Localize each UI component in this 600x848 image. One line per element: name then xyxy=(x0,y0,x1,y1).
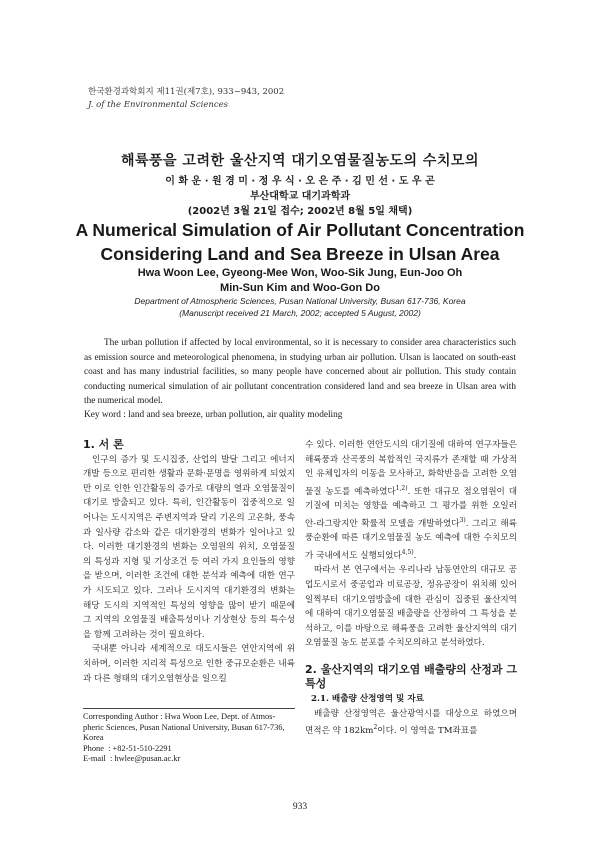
right-column xyxy=(305,438,517,739)
citation-ref: 3) xyxy=(459,516,466,524)
korean-title: 해륙풍을 고려한 울산지역 대기오염물질농도의 수치모의 xyxy=(120,153,480,169)
english-title-line1: A Numerical Simulation of Air Pollutant Concentration xyxy=(75,220,525,240)
para-text: 배출량 산정영역은 울산광역시를 대상으로 하였으며 면적은 약 182km xyxy=(305,708,517,737)
footnote-line: Corresponding Author : Hwa Woon Lee, Dept. of Atmos- xyxy=(83,712,276,721)
intro-paragraph-2: 국내뿐 아니라 세계적으로 대도시들은 연안지역에 위치하며, 이러한 지리적 특성으로 인한 중규모순환은 내륙과 다른 형태의 대기오염현상을 일으킬 xyxy=(83,644,295,684)
intro-paragraph-1: 인구의 증가 및 도시집중, 산업의 발달 그리고 에너지개발 등으로 편리한 생활과 문화·문명을 영위하게 되었지만 이로 인한 인간활동의 증가로 대량의 열과 오염물질이 대기로 방출되고 있다. 특히, 인간활동이 집중적으로 일어나는 도시지역은 주변지역과 달리 기온의 고온화, 풍속과 일사량 감소와 같은 대기환경의 변화가 일어나고 있다. 이러한 대기환경의 변화는 오염원의 위치, 오염물질의 특성과 지형 및 기상조건 등 여러 가지 요인들의 영향을 받으며, 이러한 조건에 대한 분석과 예측에 대한 연구가 시도되고 있다. 그러나 도시지역 대기환경의 변화는 해당 도시의 지역적인 특성의 영향을 많이 받기 때문에 그 지역의 오염물질 배출특성이나 기상현상 등의 특수성을 함께 고려하는 것이 필요하다. xyxy=(83,454,295,640)
section-heading-emissions: 2. 울산지역의 대기오염 배출량의 산정과 그 특성 xyxy=(305,662,517,691)
intro-paragraph-4: 따라서 본 연구에서는 우리나라 남동연안의 대규모 공업도시로서 중공업과 비료공장, 정유공장이 위치해 있어 일찍부터 대기오염방출에 대한 관심이 집중된 울산지역에 대하여 대기오염물질 배출량을 산정하여 그 특성을 분석하고, 이를 바탕으로 해륙풍을 고려한 울산지역의 대기오염물질 농도 분포를 수치모의하고 분석하였다. xyxy=(305,565,517,649)
corresponding-author-footnote xyxy=(83,712,295,765)
section-heading-introduction: 1. 서 론 xyxy=(83,438,124,451)
para-text: 수 있다. 이러한 연안도시의 대기질에 대하여 연구자들은 해륙풍과 산곡풍의 복합적인 국지류가 존재할 때 가상적인 유체입자의 이동을 모사하고, 화학반응을 고려한 오염물질 농도를 예측하였다 xyxy=(305,440,517,497)
abstract: The urban pollution if affected by local environmental, so it is necessary to consider area characteristics such as emission source and meteorological phenomena, in studying urban air pollution. Ulsan is laocated on south-east coast and has many industrial facilities, so many people have concerned about air pollution. This study contain conducting numerical simulation of air pollutant concentration considered land and sea breeze in Ulsan area with the numerical model. xyxy=(84,338,516,406)
footnote-line: Korea xyxy=(83,733,104,742)
korean-affiliation: 부산대학교 대기과학과 xyxy=(249,191,351,202)
english-affiliation-block xyxy=(0,296,600,319)
superscript: 2 xyxy=(373,724,378,732)
subsection-heading: 2.1. 배출량 산정영역 및 자료 xyxy=(311,694,424,705)
left-column xyxy=(83,438,295,686)
english-title-line2: Considering Land and Sea Breeze in Ulsan Area xyxy=(100,244,500,264)
para-text: . xyxy=(413,550,417,561)
korean-received: (2002년 3월 21일 접수; 2002년 8월 5일 채택) xyxy=(187,206,413,217)
journal-korean-line: 한국환경과학회지 제11권(제7호), 933~943, 2002 xyxy=(88,87,285,97)
english-authors-line2: Min-Sun Kim and Woo-Gon Do xyxy=(220,282,380,294)
korean-author-block xyxy=(0,174,600,219)
footnote-email: E-mail : hwlee@pusan.ac.kr xyxy=(83,754,181,763)
para-text: . 또한 대규모 점오염원이 대기질에 미치는 영향을 예측하고 그 평가를 위한 오일러안-라그랑지안 확률적 모델을 개발하였다 xyxy=(305,486,517,529)
english-authors-line1: Hwa Woon Lee, Gyeong-Mee Won, Woo-Sik Jung, Eun-Joo Oh xyxy=(137,267,463,279)
journal-header xyxy=(88,86,284,112)
journal-english-line: J. of the Environmental Sciences xyxy=(88,100,229,110)
citation-ref: 4,5) xyxy=(401,548,414,556)
footnote-rule xyxy=(83,708,295,709)
english-affiliation: Department of Atmospheric Sciences, Pusan National University, Busan 617-736, Korea xyxy=(134,296,466,306)
english-title xyxy=(0,218,600,266)
citation-ref: 1,2) xyxy=(395,484,408,492)
korean-authors: 이 화 운 · 원 경 미 · 정 우 식 · 오 은 주 · 김 민 선 · 도 우 곤 xyxy=(165,176,435,187)
footnote-line: pheric Sciences, Pusan National University, Busan 617-736, xyxy=(83,722,285,732)
emission-paragraph xyxy=(305,707,517,739)
manuscript-dates: (Manuscript received 21 March, 2002; accepted 5 August, 2002) xyxy=(179,307,421,318)
para-text: 이다. 이 영역을 TM좌표를 xyxy=(377,726,478,737)
footnote-phone: Phone : +82-51-510-2291 xyxy=(83,743,172,753)
keywords: Key word : land and sea breeze, urban pollution, air quality modeling xyxy=(84,410,343,420)
english-authors xyxy=(0,266,600,296)
intro-paragraph-3 xyxy=(305,438,517,563)
page-number: 933 xyxy=(292,802,308,812)
para-text: . 그리고 해륙풍순환에 따른 대기오염물질 농도 예측에 대한 수치모의가 국내에서도 실행되었다 xyxy=(305,518,517,561)
